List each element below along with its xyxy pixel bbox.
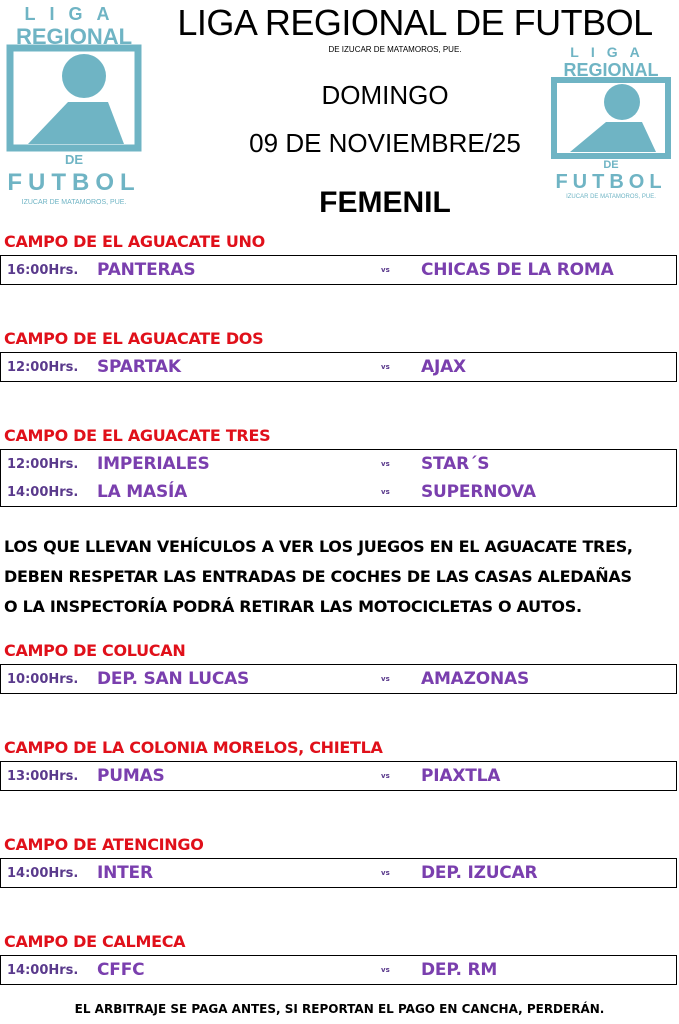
- venue-heading: CAMPO DE EL AGUACATE UNO: [4, 232, 265, 251]
- home-team: DEP. SAN LUCAS: [97, 669, 250, 689]
- soccer-ball-icon: [62, 54, 106, 98]
- match-time: 12:00Hrs.: [7, 360, 79, 375]
- away-team: CHICAS DE LA ROMA: [421, 260, 614, 280]
- logo-text-de: DE: [64, 152, 84, 167]
- match-row: [1, 353, 676, 381]
- match-time: 10:00Hrs.: [7, 672, 79, 687]
- match-time: 14:00Hrs.: [7, 866, 79, 881]
- match-table: [0, 664, 677, 694]
- match-row: [1, 762, 676, 790]
- notice-line: DEBEN RESPETAR LAS ENTRADAS DE COCHES DE LAS CASAS ALEDAÑAS: [4, 567, 632, 586]
- away-team: PIAXTLA: [421, 766, 501, 786]
- venue-heading: CAMPO DE EL AGUACATE DOS: [4, 329, 264, 348]
- venue-heading: CAMPO DE EL AGUACATE TRES: [4, 426, 271, 445]
- home-team: LA MASÍA: [97, 482, 188, 502]
- venue-heading: CAMPO DE LA COLONIA MORELOS, CHIETLA: [4, 738, 383, 757]
- vs-label: vs: [381, 675, 390, 683]
- logo-text-city: IZUCAR DE MATAMOROS, PUE.: [566, 194, 656, 200]
- home-team: CFFC: [97, 960, 145, 980]
- match-time: 16:00Hrs.: [7, 263, 79, 278]
- venue-heading: CAMPO DE CALMECA: [4, 932, 186, 951]
- match-day: DOMINGO: [321, 80, 449, 110]
- vs-label: vs: [381, 266, 390, 274]
- referee-payment-notice: EL ARBITRAJE SE PAGA ANTES, SI REPORTAN EL PAGO EN CANCHA, PERDERÁN.: [74, 1002, 605, 1016]
- league-logo-right: [548, 44, 674, 200]
- match-row: [1, 859, 676, 887]
- logo-text-de: DE: [603, 159, 619, 171]
- category-label: FEMENIL: [319, 186, 451, 219]
- logo-text-liga: LIGA: [570, 44, 652, 60]
- away-team: DEP. IZUCAR: [421, 863, 538, 883]
- match-row: [1, 665, 676, 693]
- logo-text-regional: REGIONAL: [15, 24, 133, 49]
- away-team: AJAX: [421, 357, 466, 377]
- logo-text-regional: REGIONAL: [563, 60, 659, 80]
- vs-label: vs: [381, 869, 390, 877]
- match-table: [0, 255, 677, 285]
- match-time: 13:00Hrs.: [7, 769, 79, 784]
- league-logo-left: [4, 2, 144, 208]
- match-row: [1, 450, 676, 478]
- home-team: PANTERAS: [97, 260, 196, 280]
- venue-heading: CAMPO DE ATENCINGO: [4, 835, 204, 854]
- notice-line: LOS QUE LLEVAN VEHÍCULOS A VER LOS JUEGOS EN EL AGUACATE TRES,: [4, 537, 633, 556]
- match-table: [0, 955, 677, 985]
- home-team: IMPERIALES: [97, 454, 210, 474]
- away-team: STAR´S: [421, 454, 490, 474]
- match-table: [0, 352, 677, 382]
- match-time: 12:00Hrs.: [7, 457, 79, 472]
- match-time: 14:00Hrs.: [7, 485, 79, 500]
- page-title: LIGA REGIONAL DE FUTBOL: [177, 2, 653, 43]
- match-table: [0, 449, 677, 507]
- away-team: SUPERNOVA: [421, 482, 536, 502]
- match-time: 14:00Hrs.: [7, 963, 79, 978]
- venue-heading: CAMPO DE COLUCAN: [4, 641, 186, 660]
- notice-line: O LA INSPECTORÍA PODRÁ RETIRAR LAS MOTOCICLETAS O AUTOS.: [4, 597, 582, 616]
- match-row: [1, 478, 676, 506]
- home-team: PUMAS: [97, 766, 165, 786]
- logo-text-futbol: FUTBOL: [555, 171, 667, 193]
- vehicle-notice: [4, 532, 679, 622]
- away-team: AMAZONAS: [421, 669, 530, 689]
- home-team: SPARTAK: [97, 357, 181, 377]
- home-team: INTER: [97, 863, 153, 883]
- match-row: [1, 256, 676, 284]
- match-date: 09 DE NOVIEMBRE/25: [249, 128, 521, 158]
- vs-label: vs: [381, 966, 390, 974]
- match-row: [1, 956, 676, 984]
- logo-text-futbol: FUTBOL: [7, 169, 141, 196]
- logo-text-liga: LIGA: [24, 4, 124, 24]
- match-table: [0, 761, 677, 791]
- vs-label: vs: [381, 460, 390, 468]
- soccer-ball-icon: [604, 84, 640, 120]
- away-team: DEP. RM: [421, 960, 498, 980]
- vs-label: vs: [381, 363, 390, 371]
- page-subtitle: DE IZUCAR DE MATAMOROS, PUE.: [328, 45, 462, 54]
- match-table: [0, 858, 677, 888]
- vs-label: vs: [381, 488, 390, 496]
- logo-text-city: IZUCAR DE MATAMOROS, PUE.: [21, 199, 127, 206]
- vs-label: vs: [381, 772, 390, 780]
